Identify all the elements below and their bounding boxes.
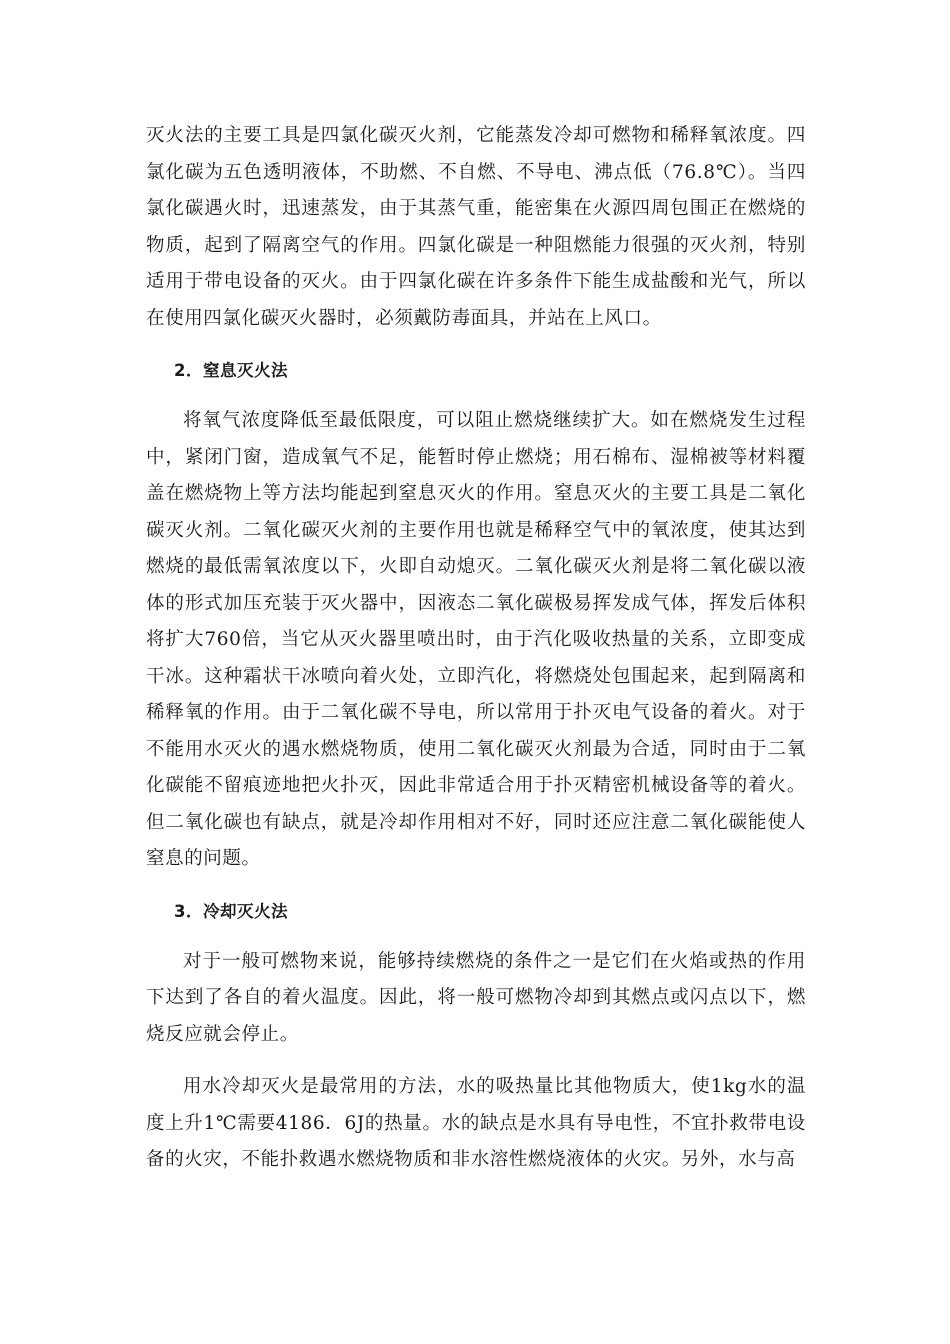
paragraph-cooling-intro: 对于一般可燃物来说，能够持续燃烧的条件之一是它们在火焰或热的作用下达到了各自的着火温度。因此，将一般可燃物冷却到其燃点或闪点以下，燃烧反应就会停止。 [146, 950, 806, 1045]
paragraph-water-cooling: 用水冷却灭火是最常用的方法，水的吸热量比其他物质大，使1kg水的温度上升1℃需要4186．6J的热量。水的缺点是水具有导电性，不宜扑救带电设备的火灾，不能扑救遇水燃烧物质和非水溶性燃烧液体的火灾。另外，水与高 [146, 1076, 806, 1170]
spacer [146, 389, 806, 403]
spacer [146, 1053, 806, 1069]
paragraph-carbon-tetrachloride: 灭火法的主要工具是四氯化碳灭火剂，它能蒸发冷却可燃物和稀释氧浓度。四氯化碳为五色透明液体，不助燃、不自燃、不导电、沸点低（76.8℃）。当四氯化碳遇火时，迅速蒸发，由于其蒸气重，能密集在火源四周包围正在燃烧的物质，起到了隔离空气的作用。四氯化碳是一种阻燃能力很强的灭火剂，特别适用于带电设备的灭火。由于四氯化碳在许多条件下能生成盐酸和光气，所以在使用四氯化碳灭火器时，必须戴防毒面具，并站在上风口。 [146, 125, 806, 329]
paragraph-suffocation: 将氧气浓度降低至最低限度，可以阻止燃烧继续扩大。如在燃烧发生过程中，紧闭门窗，造成氧气不足，能暂时停止燃烧；用石棉布、湿棉被等材料覆盖在燃烧物上等方法均能起到窒息灭火的作用。窒息灭火的主要工具是二氧化碳灭火剂。二氧化碳灭火剂的主要作用也就是稀释空气中的氧浓度，使其达到燃烧的最低需氧浓度以下，火即自动熄灭。二氧化碳灭火剂是将二氧化碳以液体的形式加压充装于灭火器中，因液态二氧化碳极易挥发成气体，挥发后体积将扩大760倍，当它从灭火器里喷出时，由于汽化吸收热量的关系，立即变成干冰。这种霜状干冰喷向着火处，立即汽化，将燃烧处包围起来，起到隔离和稀释氧的作用。由于二氧化碳不导电，所以常用于扑灭电气设备的着火。对于不能用水灭火的遇水燃烧物质，使用二氧化碳灭火剂最为合适，同时由于二氧化碳能不留痕迹地把火扑灭，因此非常适合用于扑灭精密机械设备等的着火。但二氧化碳也有缺点，就是冷却作用相对不好，同时还应注意二氧化碳能使人窒息的问题。 [146, 410, 806, 869]
spacer [146, 878, 806, 894]
document-body [146, 118, 806, 1179]
section-heading-suffocation: 2．窒息灭火法 [174, 361, 288, 380]
spacer [146, 337, 806, 353]
spacer [146, 930, 806, 944]
section-heading-cooling: 3．冷却灭火法 [174, 901, 288, 921]
